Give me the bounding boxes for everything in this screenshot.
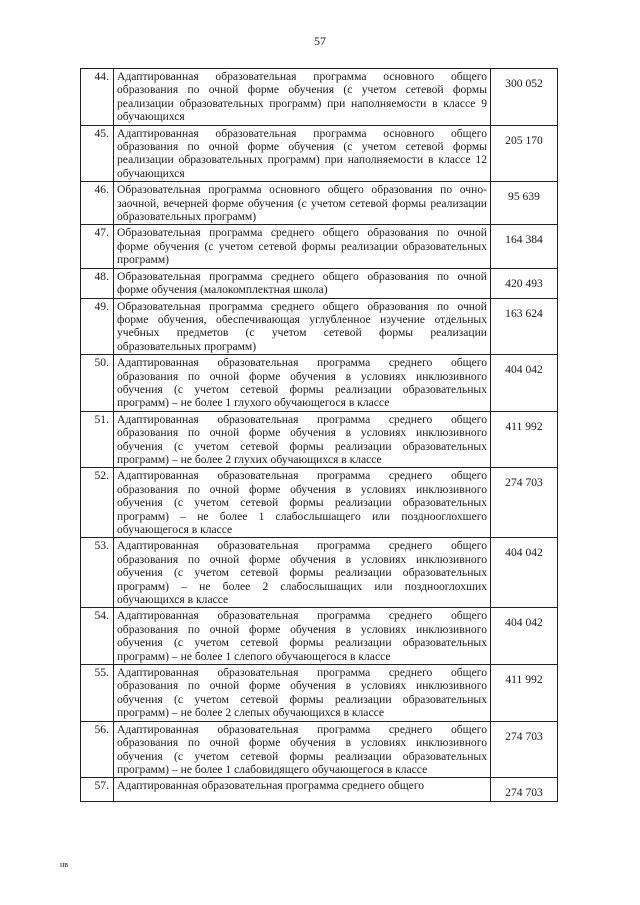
program-description: Адаптированная образовательная программа среднего общего [114, 778, 491, 801]
table-body [81, 69, 558, 802]
table-row [81, 468, 558, 538]
row-number: 49. [81, 298, 114, 355]
cost-value: 95 639 [491, 182, 558, 225]
program-description: Адаптированная образовательная программа среднего общего образования по очной форме обучения в условиях инклюзивного обучения (с учетом сетевой формы реализации образовательных программ) – не более 2 глухих обучающихся в классе [114, 411, 491, 468]
row-number: 45. [81, 125, 114, 182]
program-description: Адаптированная образовательная программа среднего общего образования по очной форме обучения в условиях инклюзивного обучения (с учетом сетевой формы реализации образовательных программ) – не более 1 слабовидящего обучающегося в классе [114, 721, 491, 778]
row-number: 46. [81, 182, 114, 225]
row-number: 56. [81, 721, 114, 778]
program-description: Адаптированная образовательная программа среднего общего образования по очной форме обучения в условиях инклюзивного обучения (с учетом сетевой формы реализации образовательных программ) – не более 2 слепых обучающихся в классе [114, 665, 491, 722]
row-number: 55. [81, 665, 114, 722]
table-row [81, 778, 558, 801]
table-row [81, 182, 558, 225]
table-row [81, 665, 558, 722]
table-row [81, 355, 558, 412]
table-row [81, 411, 558, 468]
program-description: Адаптированная образовательная программа среднего общего образования по очной форме обучения в условиях инклюзивного обучения (с учетом сетевой формы реализации образовательных программ) – не более 2 слабослышащих или позднооглохших обучающихся в классе [114, 538, 491, 608]
table-row [81, 298, 558, 355]
table-row [81, 538, 558, 608]
cost-value: 205 170 [491, 125, 558, 182]
table-row [81, 225, 558, 268]
cost-value: 274 703 [491, 721, 558, 778]
row-number: 54. [81, 608, 114, 665]
row-number: 50. [81, 355, 114, 412]
program-description: Образовательная программа среднего общего образования по очной форме обучения (малокомплектная школа) [114, 268, 491, 298]
program-description: Адаптированная образовательная программа среднего общего образования по очной форме обучения в условиях инклюзивного обучения (с учетом сетевой формы реализации образовательных программ) – не более 1 слепого обучающегося в классе [114, 608, 491, 665]
row-number: 57. [81, 778, 114, 801]
cost-table [80, 68, 558, 802]
cost-value: 164 384 [491, 225, 558, 268]
table-row [81, 268, 558, 298]
program-description: Образовательная программа среднего общего образования по очной форме обучения, обеспечивающая углубленное изучение отдельных учебных предметов (с учетом сетевой формы реализации образовательных программ) [114, 298, 491, 355]
page-number: 57 [314, 34, 326, 48]
footer-initials: нв [60, 860, 69, 869]
program-description: Адаптированная образовательная программа основного общего образования по очной форме обучения (с учетом сетевой формы реализации образовательных программ) при наполняемости в классе 12 обучающихся [114, 125, 491, 182]
table-row [81, 721, 558, 778]
cost-value: 163 624 [491, 298, 558, 355]
program-description: Образовательная программа среднего общего образования по очной форме обучения (с учетом сетевой формы реализации образовательных программ) [114, 225, 491, 268]
program-description: Адаптированная образовательная программа среднего общего образования по очной форме обучения в условиях инклюзивного обучения (с учетом сетевой формы реализации образовательных программ) – не более 1 глухого обучающегося в классе [114, 355, 491, 412]
program-description: Адаптированная образовательная программа среднего общего образования по очной форме обучения в условиях инклюзивного обучения (с учетом сетевой формы реализации образовательных программ) – не более 1 слабослышащего или позднооглохшего обучающегося в классе [114, 468, 491, 538]
cost-value: 404 042 [491, 608, 558, 665]
row-number: 44. [81, 69, 114, 126]
cost-value: 420 493 [491, 268, 558, 298]
cost-value: 404 042 [491, 355, 558, 412]
row-number: 53. [81, 538, 114, 608]
cost-value: 411 992 [491, 411, 558, 468]
row-number: 47. [81, 225, 114, 268]
program-description: Адаптированная образовательная программа основного общего образования по очной форме обучения (с учетом сетевой формы реализации образовательных программ) при наполняемости в классе 9 обучающихся [114, 69, 491, 126]
cost-value: 411 992 [491, 665, 558, 722]
row-number: 48. [81, 268, 114, 298]
cost-value: 274 703 [491, 778, 558, 801]
cost-value: 300 052 [491, 69, 558, 126]
table-row [81, 608, 558, 665]
row-number: 52. [81, 468, 114, 538]
table-row [81, 125, 558, 182]
cost-value: 404 042 [491, 538, 558, 608]
table-row [81, 69, 558, 126]
row-number: 51. [81, 411, 114, 468]
cost-value: 274 703 [491, 468, 558, 538]
program-description: Образовательная программа основного общего образования по очно-заочной, вечерней форме обучения (с учетом сетевой формы реализации образовательных программ) [114, 182, 491, 225]
